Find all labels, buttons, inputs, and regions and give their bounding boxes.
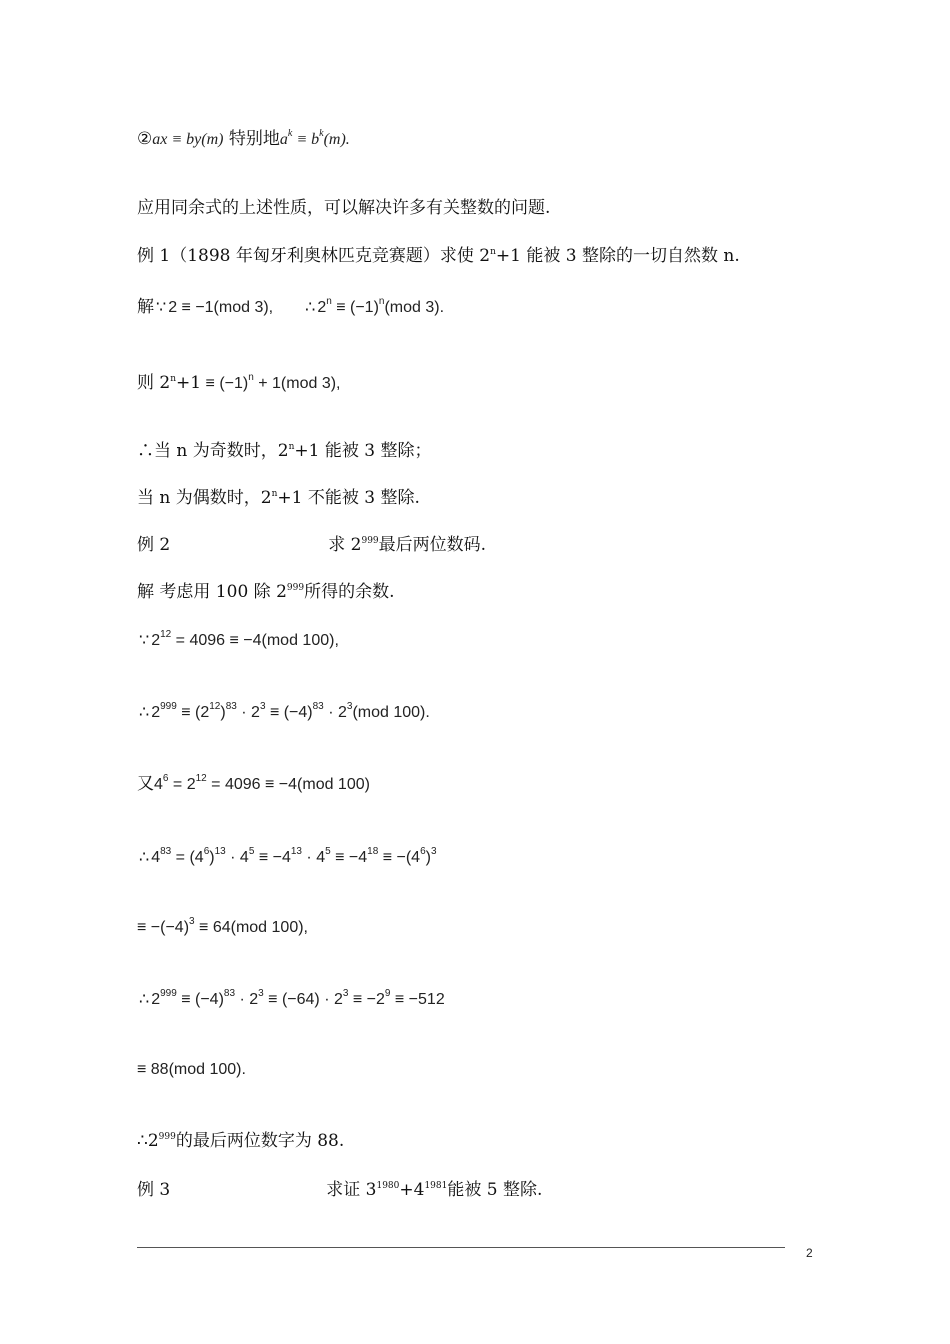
solution-1-odd: ∴当 n 为奇数时，$2^n+1$ 能被 3 整除； xyxy=(137,441,432,461)
solution-2-step-7: ≡ 88(mod 100). xyxy=(137,1061,246,1078)
therefore-symbol: ∴ xyxy=(305,297,316,316)
solution-1-line: 解 ∵ 2 ≡ −1(mod 3), ∴ $2^n \equiv (-1)^n(mod$ 3). xyxy=(137,296,445,317)
solution-1-even: 当 n 为偶数时，$2^n+1$ 不能被 3 整除. xyxy=(137,488,420,508)
solution-2-step-2: ∴ $2^{999} \equiv (2^{12})^{83} \cdot 2^3 \equiv (-4)^{83} \cdot 2^3(mod$ 100). xyxy=(139,701,430,721)
because-symbol: ∵ xyxy=(139,630,150,649)
example-label: 例 2 xyxy=(137,535,171,555)
footer-divider xyxy=(137,1247,785,1248)
solution-2-step-3: 又$4^6 = 2^{12} = 4096 \equiv -4(mod$ 100) xyxy=(137,773,370,794)
text-specially: 特别地 xyxy=(228,129,280,149)
therefore-symbol: ∴ xyxy=(139,847,150,866)
power-congruence-base: $a^k \equiv b^k(m)$. xyxy=(279,128,350,148)
page-number: 2 xyxy=(806,1246,813,1260)
example-label: 例 3 xyxy=(137,1180,171,1200)
therefore-symbol: ∴ xyxy=(139,702,150,721)
solution-2-step-4: ∴ $4^{83} = (4^6)^{13} \cdot 4^5 \equiv -4^{13} \cdot 4^5 \equiv -4^{18} \equiv -(4^6)^3$ xyxy=(139,846,437,866)
solution-2-step-6: ∴ $2^{999} \equiv (-4)^{83} \cdot 2^3 \equiv (-64) \cdot 2^3 \equiv -2^9 \equiv -512$ xyxy=(139,988,445,1008)
solution-2-step-1: ∵ $2^{12} = 4096 \equiv -4(mod$ 100), xyxy=(139,629,339,649)
example-2-statement: 例 2 求 $2^{999}$最后两位数码. xyxy=(137,535,487,555)
example-3-statement: 例 3 求证 $3^{1980}+4^{1981}$能被 5 整除. xyxy=(137,1180,543,1200)
congruence-formula: ax ≡ by(m) xyxy=(152,131,224,148)
because-symbol: ∵ xyxy=(156,297,167,316)
solution-1-then: 则 $2^n+1 \equiv (-1)^n + 1(mod$ 3), xyxy=(137,372,341,393)
solution-2-conclusion: $\therefore 2^{999}$的最后两位数字为 88. xyxy=(137,1131,345,1151)
circled-number: ② xyxy=(137,129,153,149)
intro-paragraph: 应用同余式的上述性质，可以解决许多有关整数的问题. xyxy=(137,198,551,218)
solution-2-intro: 解 考虑用 100 除 $2^{999}$所得的余数. xyxy=(137,582,395,602)
therefore-symbol: ∴ xyxy=(139,989,150,1008)
example-1-statement: 例 1（1898 年匈牙利奥林匹克竞赛题）求使 $2^n+1$ 能被 3 整除的一切自然数 n. xyxy=(137,246,740,266)
property-line xyxy=(137,128,350,151)
solution-2-step-5: ≡ $-(-4)^3 \equiv 64(mod$ 100), xyxy=(137,916,308,936)
